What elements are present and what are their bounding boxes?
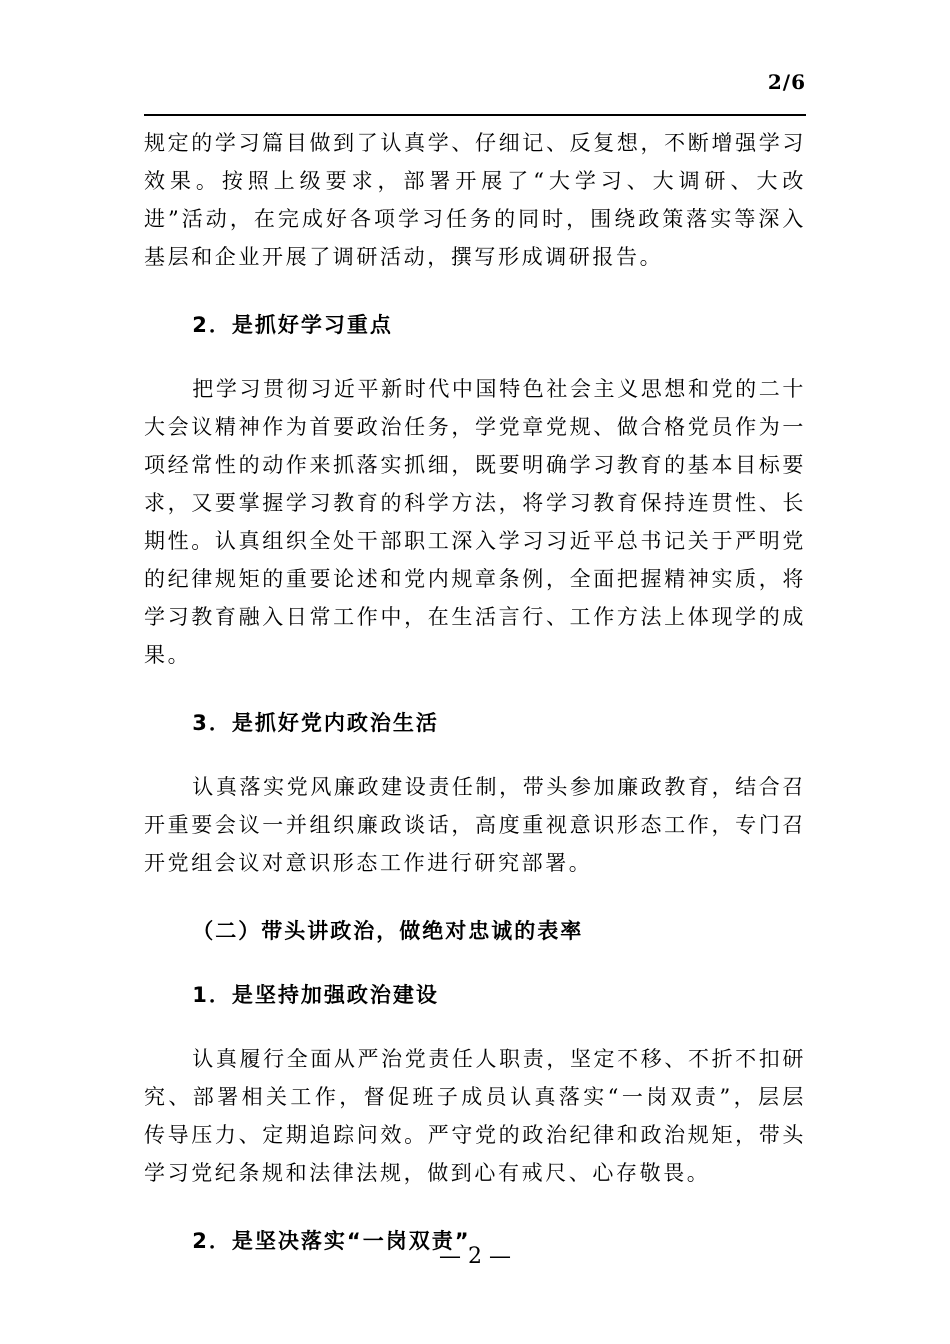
spacer bbox=[144, 674, 806, 704]
page-number-footer: — 2 — bbox=[439, 1244, 511, 1269]
paragraph-party-life: 认真落实党风廉政建设责任制，带头参加廉政教育，结合召开重要会议一并组织廉政谈话，高度重视意识形态工作，专门召开党组会议对意识形态工作进行研究部署。 bbox=[144, 775, 806, 875]
paragraph-political-building: 认真履行全面从严治党责任人职责，坚定不移、不折不扣研究、部署相关工作，督促班子成员认真落实“一岗双责”，层层传导压力、定期追踪问效。严守党的政治纪律和政治规矩，带头学习党纪条规和法律法规，做到心有戒尺、心存敬畏。 bbox=[144, 1047, 806, 1185]
spacer bbox=[144, 1014, 806, 1040]
heading-party-life: 3．是抓好党内政治生活 bbox=[192, 711, 439, 735]
header-rule bbox=[144, 114, 806, 116]
spacer bbox=[144, 882, 806, 912]
spacer bbox=[144, 1192, 806, 1222]
heading-political-building: 1．是坚持加强政治建设 bbox=[192, 983, 439, 1007]
spacer bbox=[144, 276, 806, 306]
spacer bbox=[144, 344, 806, 370]
section-heading-loyalty: （二）带头讲政治，做绝对忠诚的表率 bbox=[192, 919, 584, 943]
page-counter: 2/6 bbox=[767, 70, 806, 94]
spacer bbox=[144, 950, 806, 976]
document-body bbox=[144, 124, 806, 1260]
heading-study-focus: 2．是抓好学习重点 bbox=[192, 313, 393, 337]
paragraph-study-focus: 把学习贯彻习近平新时代中国特色社会主义思想和党的二十大会议精神作为首要政治任务，学党章党规、做合格党员作为一项经常性的动作来抓落实抓细，既要明确学习教育的基本目标要求，又要掌握学习教育的科学方法，将学习教育保持连贯性、长期性。认真组织全处干部职工深入学习习近平总书记关于严明党的纪律规矩的重要论述和党内规章条例，全面把握精神实质，将学习教育融入日常工作中，在生活言行、工作方法上体现学的成果。 bbox=[144, 377, 806, 667]
heading-dual-responsibility: 2．是坚决落实“一岗双责” bbox=[192, 1229, 471, 1253]
spacer bbox=[144, 742, 806, 768]
paragraph-continued: 规定的学习篇目做到了认真学、仔细记、反复想，不断增强学习效果。按照上级要求，部署开展了“大学习、大调研、大改进”活动，在完成好各项学习任务的同时，围绕政策落实等深入基层和企业开展了调研活动，撰写形成调研报告。 bbox=[144, 131, 806, 269]
